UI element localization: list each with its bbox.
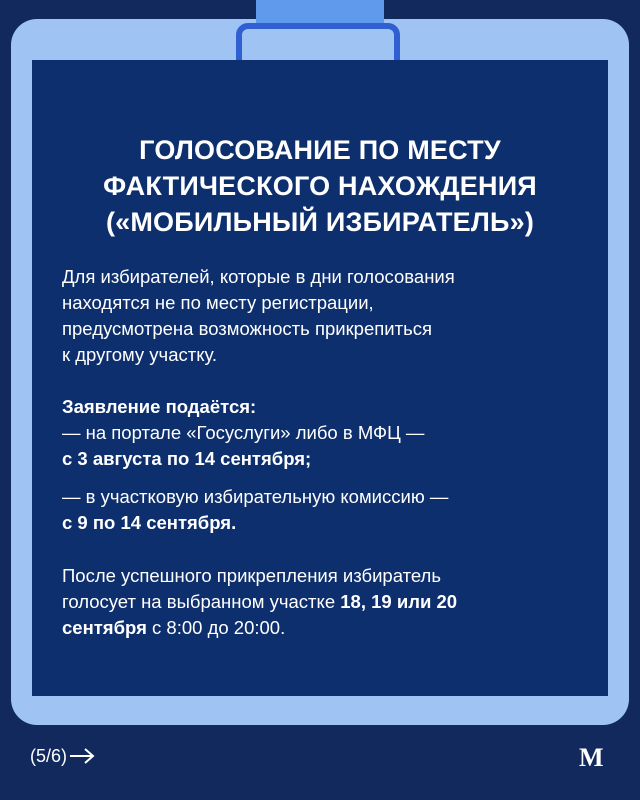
commission-paragraph (62, 484, 592, 536)
title-line: ФАКТИЧЕСКОГО НАХОЖДЕНИЯ (103, 171, 537, 201)
logo-mark: M (579, 743, 599, 772)
option-commission-dates: с 9 по 14 сентября. (62, 512, 237, 533)
voting-month: сентября (62, 617, 147, 638)
intro-line: к другому участку. (62, 344, 218, 365)
title-line: («МОБИЛЬНЫЙ ИЗБИРАТЕЛЬ») (105, 207, 535, 237)
intro-paragraph (62, 264, 592, 368)
info-card (32, 60, 608, 696)
page-indicator[interactable] (30, 744, 95, 768)
page-counter: (5/6) (30, 746, 68, 766)
intro-line: Для избирателей, которые в дни голосования (62, 266, 455, 287)
meduza-logo (579, 745, 599, 771)
option-gosuslugi-dates: с 3 августа по 14 сентября; (62, 448, 312, 469)
closing-line (62, 589, 592, 615)
voting-dates: 18, 19 или 20 (340, 591, 458, 612)
closing-line: После успешного прикрепления избиратель (62, 565, 441, 586)
title-line: ГОЛОСОВАНИЕ ПО МЕСТУ (139, 135, 501, 165)
arrow-right-icon[interactable] (69, 748, 95, 764)
closing-line (62, 615, 592, 641)
intro-line: находятся не по месту регистрации, (62, 292, 374, 313)
closing-text: голосует на выбранном участке (62, 591, 341, 612)
slide-title (32, 132, 608, 240)
option-commission: — в участковую избирательную комиссию — (62, 486, 449, 507)
voting-hours: с 8:00 до 20:00. (146, 617, 286, 638)
application-paragraph (62, 394, 592, 472)
application-heading: Заявление подаётся: (62, 396, 257, 417)
closing-paragraph (62, 563, 592, 641)
intro-line: предусмотрена возможность прикрепиться (62, 318, 432, 339)
option-gosuslugi: — на портале «Госуслуги» либо в МФЦ — (62, 422, 425, 443)
